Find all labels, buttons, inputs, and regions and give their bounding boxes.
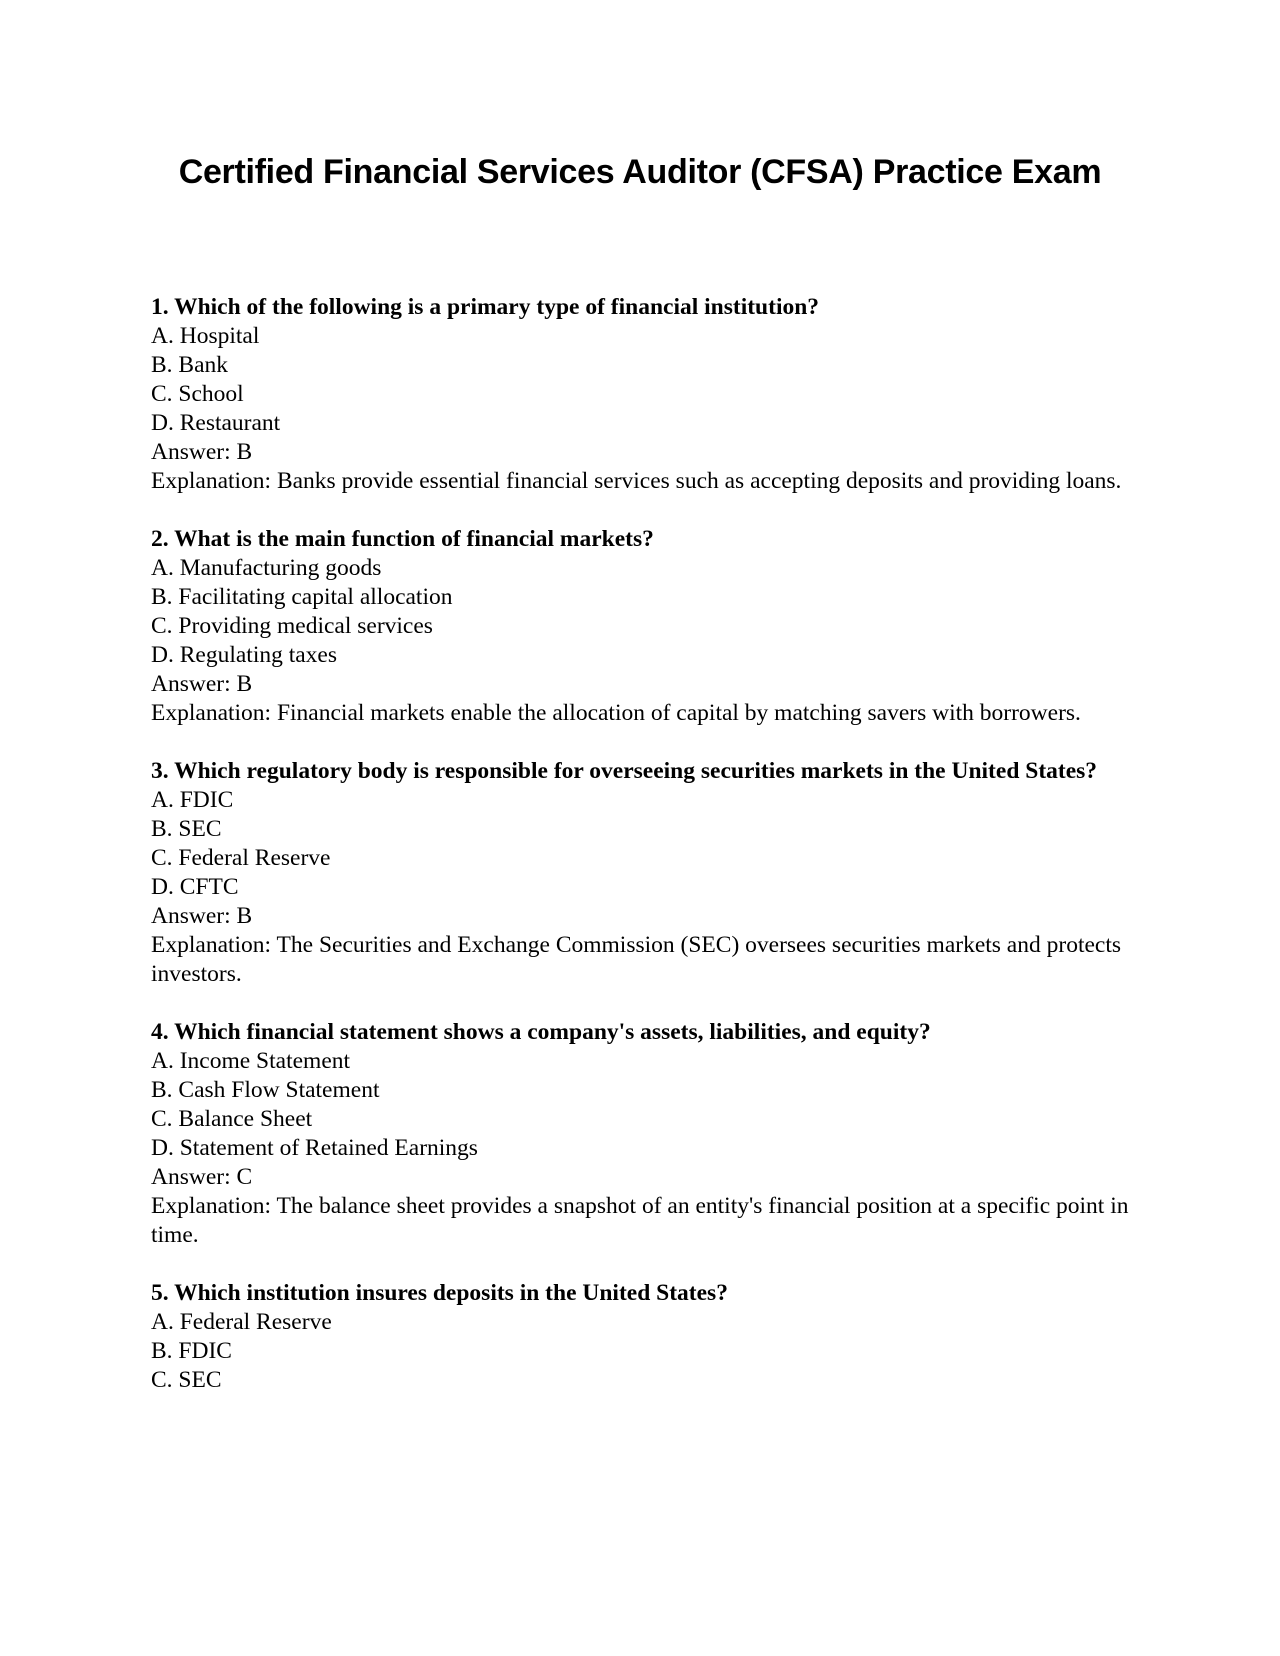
answer-option: C. School <box>151 381 244 407</box>
explanation-text: Explanation: Financial markets enable the allocation of capital by matching savers with borrowers. <box>151 700 1081 726</box>
answer-option: C. Providing medical services <box>151 613 433 639</box>
question-block <box>151 525 1131 728</box>
answer-option: C. Balance Sheet <box>151 1106 313 1132</box>
answer-option: A. FDIC <box>151 787 234 813</box>
answer-option: B. Cash Flow Statement <box>151 1077 380 1103</box>
question-block <box>151 1279 1131 1395</box>
page-title: Certified Financial Services Auditor (CFSA) Practice Exam <box>178 153 1102 191</box>
answer-option: A. Hospital <box>151 323 260 349</box>
question-block <box>151 1018 1131 1250</box>
explanation-text: Explanation: Banks provide essential financial services such as accepting deposits and providing loans. <box>151 468 1122 494</box>
answer-option: D. CFTC <box>151 874 239 900</box>
question-text: 4. Which financial statement shows a company's assets, liabilities, and equity? <box>151 1019 931 1045</box>
answer-option: A. Income Statement <box>151 1048 351 1074</box>
answer-option: C. Federal Reserve <box>151 845 331 871</box>
question-text: 2. What is the main function of financial markets? <box>151 526 654 552</box>
answer-option: D. Restaurant <box>151 410 281 436</box>
answer-key: Answer: C <box>151 1164 253 1190</box>
answer-option: B. FDIC <box>151 1338 232 1364</box>
answer-key: Answer: B <box>151 903 253 929</box>
question-text: 1. Which of the following is a primary type of financial institution? <box>151 294 820 320</box>
answer-option: C. SEC <box>151 1367 222 1393</box>
question-text: 3. Which regulatory body is responsible for overseeing securities markets in the United States? <box>151 758 1098 784</box>
answer-option: B. Facilitating capital allocation <box>151 584 453 610</box>
question-text: 5. Which institution insures deposits in the United States? <box>151 1280 728 1306</box>
explanation-text: Explanation: The Securities and Exchange Commission (SEC) oversees securities markets and protects investors. <box>151 932 1122 987</box>
explanation-text: Explanation: The balance sheet provides a snapshot of an entity's financial position at a specific point in time. <box>151 1193 1129 1248</box>
question-block <box>151 293 1131 496</box>
answer-key: Answer: B <box>151 671 253 697</box>
answer-option: A. Federal Reserve <box>151 1309 332 1335</box>
answer-option: D. Statement of Retained Earnings <box>151 1135 478 1161</box>
answer-option: B. Bank <box>151 352 229 378</box>
answer-option: A. Manufacturing goods <box>151 555 382 581</box>
answer-option: B. SEC <box>151 816 222 842</box>
question-list <box>151 293 1131 1424</box>
answer-key: Answer: B <box>151 439 253 465</box>
answer-option: D. Regulating taxes <box>151 642 338 668</box>
question-block <box>151 757 1131 989</box>
